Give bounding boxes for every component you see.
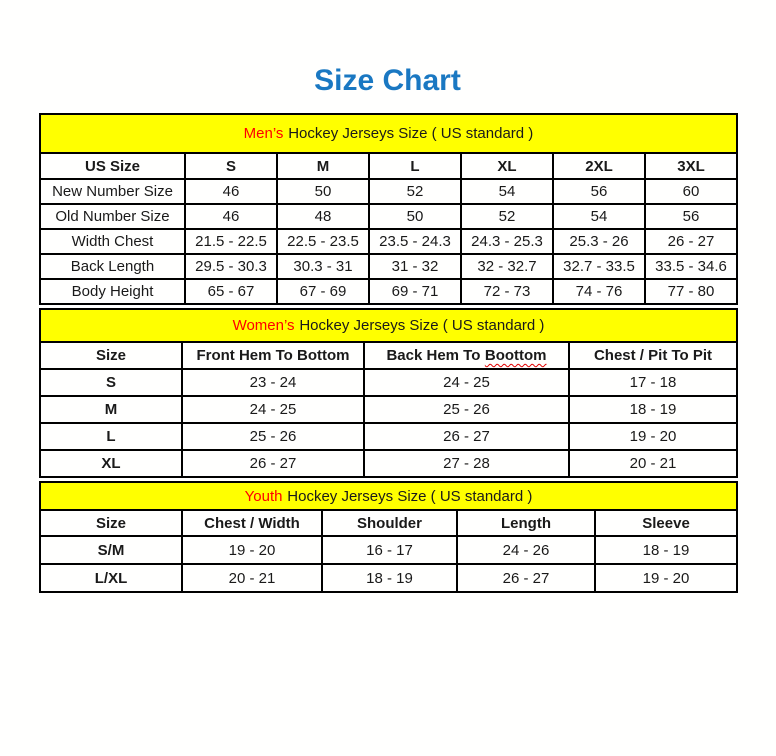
cell: 20 - 21 — [569, 450, 737, 477]
row-label: L — [40, 423, 182, 450]
cell: 19 - 20 — [569, 423, 737, 450]
cell: 24 - 25 — [182, 396, 364, 423]
table-row — [40, 450, 737, 477]
cell: 67 - 69 — [277, 279, 369, 304]
table-row — [40, 423, 737, 450]
cell: 20 - 21 — [182, 564, 322, 592]
row-label: M — [40, 396, 182, 423]
cell: 60 — [645, 179, 737, 204]
column-header: XL — [461, 153, 553, 179]
column-header: M — [277, 153, 369, 179]
column-header: S — [185, 153, 277, 179]
youth-column-header-row — [40, 510, 737, 536]
cell: 65 - 67 — [185, 279, 277, 304]
cell: 24 - 26 — [457, 536, 595, 564]
womens-section-header-row — [40, 309, 737, 342]
womens-section-title: Hockey Jerseys Size ( US standard ) — [299, 317, 545, 334]
cell: 19 - 20 — [595, 564, 737, 592]
womens-section-accent: Women’s — [232, 317, 295, 334]
cell: 18 - 19 — [322, 564, 457, 592]
womens-size-table — [39, 308, 738, 478]
table-row — [40, 279, 737, 304]
cell: 22.5 - 23.5 — [277, 229, 369, 254]
cell: 50 — [277, 179, 369, 204]
table-row — [40, 536, 737, 564]
cell: 24 - 25 — [364, 369, 569, 396]
column-header: US Size — [40, 153, 185, 179]
row-label: Width Chest — [40, 229, 185, 254]
mens-section-accent: Men’s — [243, 125, 284, 142]
column-header: Chest / Pit To Pit — [569, 342, 737, 369]
cell: 25 - 26 — [182, 423, 364, 450]
column-header: 2XL — [553, 153, 645, 179]
cell: 69 - 71 — [369, 279, 461, 304]
cell: 27 - 28 — [364, 450, 569, 477]
youth-section-title: Hockey Jerseys Size ( US standard ) — [287, 487, 533, 505]
row-label: Body Height — [40, 279, 185, 304]
cell: 18 - 19 — [595, 536, 737, 564]
row-label: Old Number Size — [40, 204, 185, 229]
cell: 30.3 - 31 — [277, 254, 369, 279]
cell: 21.5 - 22.5 — [185, 229, 277, 254]
cell: 29.5 - 30.3 — [185, 254, 277, 279]
cell: 17 - 18 — [569, 369, 737, 396]
mens-section-header — [40, 114, 737, 153]
row-label: L/XL — [40, 564, 182, 592]
cell: 18 - 19 — [569, 396, 737, 423]
cell: 54 — [461, 179, 553, 204]
cell: 25 - 26 — [364, 396, 569, 423]
table-row — [40, 179, 737, 204]
cell: 25.3 - 26 — [553, 229, 645, 254]
column-header: L — [369, 153, 461, 179]
cell: 31 - 32 — [369, 254, 461, 279]
misspelled-word: Boottom — [484, 347, 547, 364]
column-header: Front Hem To Bottom — [182, 342, 364, 369]
cell: 46 — [185, 179, 277, 204]
table-row — [40, 229, 737, 254]
cell: 56 — [645, 204, 737, 229]
mens-section-header-row — [40, 114, 737, 153]
row-label: XL — [40, 450, 182, 477]
cell: 56 — [553, 179, 645, 204]
table-row — [40, 564, 737, 592]
table-row — [40, 204, 737, 229]
cell: 50 — [369, 204, 461, 229]
column-header — [364, 342, 569, 369]
cell: 23.5 - 24.3 — [369, 229, 461, 254]
column-header-text: Back Hem To — [386, 347, 481, 364]
cell: 24.3 - 25.3 — [461, 229, 553, 254]
row-label: S — [40, 369, 182, 396]
column-header: Size — [40, 510, 182, 536]
cell: 54 — [553, 204, 645, 229]
column-header: Chest / Width — [182, 510, 322, 536]
cell: 77 - 80 — [645, 279, 737, 304]
youth-section-header — [40, 482, 737, 510]
cell: 32 - 32.7 — [461, 254, 553, 279]
youth-section-header-row — [40, 482, 737, 510]
mens-section-title: Hockey Jerseys Size ( US standard ) — [288, 125, 534, 142]
cell: 26 - 27 — [364, 423, 569, 450]
womens-column-header-row — [40, 342, 737, 369]
cell: 26 - 27 — [457, 564, 595, 592]
cell: 33.5 - 34.6 — [645, 254, 737, 279]
cell: 19 - 20 — [182, 536, 322, 564]
row-label: Back Length — [40, 254, 185, 279]
cell: 26 - 27 — [182, 450, 364, 477]
cell: 32.7 - 33.5 — [553, 254, 645, 279]
cell: 52 — [369, 179, 461, 204]
cell: 48 — [277, 204, 369, 229]
size-chart-tables — [39, 113, 736, 593]
mens-column-header-row — [40, 153, 737, 179]
row-label: New Number Size — [40, 179, 185, 204]
cell: 23 - 24 — [182, 369, 364, 396]
table-row — [40, 369, 737, 396]
cell: 16 - 17 — [322, 536, 457, 564]
youth-size-table — [39, 481, 738, 593]
cell: 46 — [185, 204, 277, 229]
table-row — [40, 396, 737, 423]
column-header: 3XL — [645, 153, 737, 179]
cell: 26 - 27 — [645, 229, 737, 254]
cell: 72 - 73 — [461, 279, 553, 304]
page-title: Size Chart — [314, 64, 461, 97]
table-row — [40, 254, 737, 279]
womens-section-header — [40, 309, 737, 342]
mens-size-table — [39, 113, 738, 305]
cell: 74 - 76 — [553, 279, 645, 304]
column-header: Length — [457, 510, 595, 536]
youth-section-accent: Youth — [244, 487, 283, 505]
column-header: Size — [40, 342, 182, 369]
column-header: Shoulder — [322, 510, 457, 536]
column-header: Sleeve — [595, 510, 737, 536]
cell: 52 — [461, 204, 553, 229]
row-label: S/M — [40, 536, 182, 564]
